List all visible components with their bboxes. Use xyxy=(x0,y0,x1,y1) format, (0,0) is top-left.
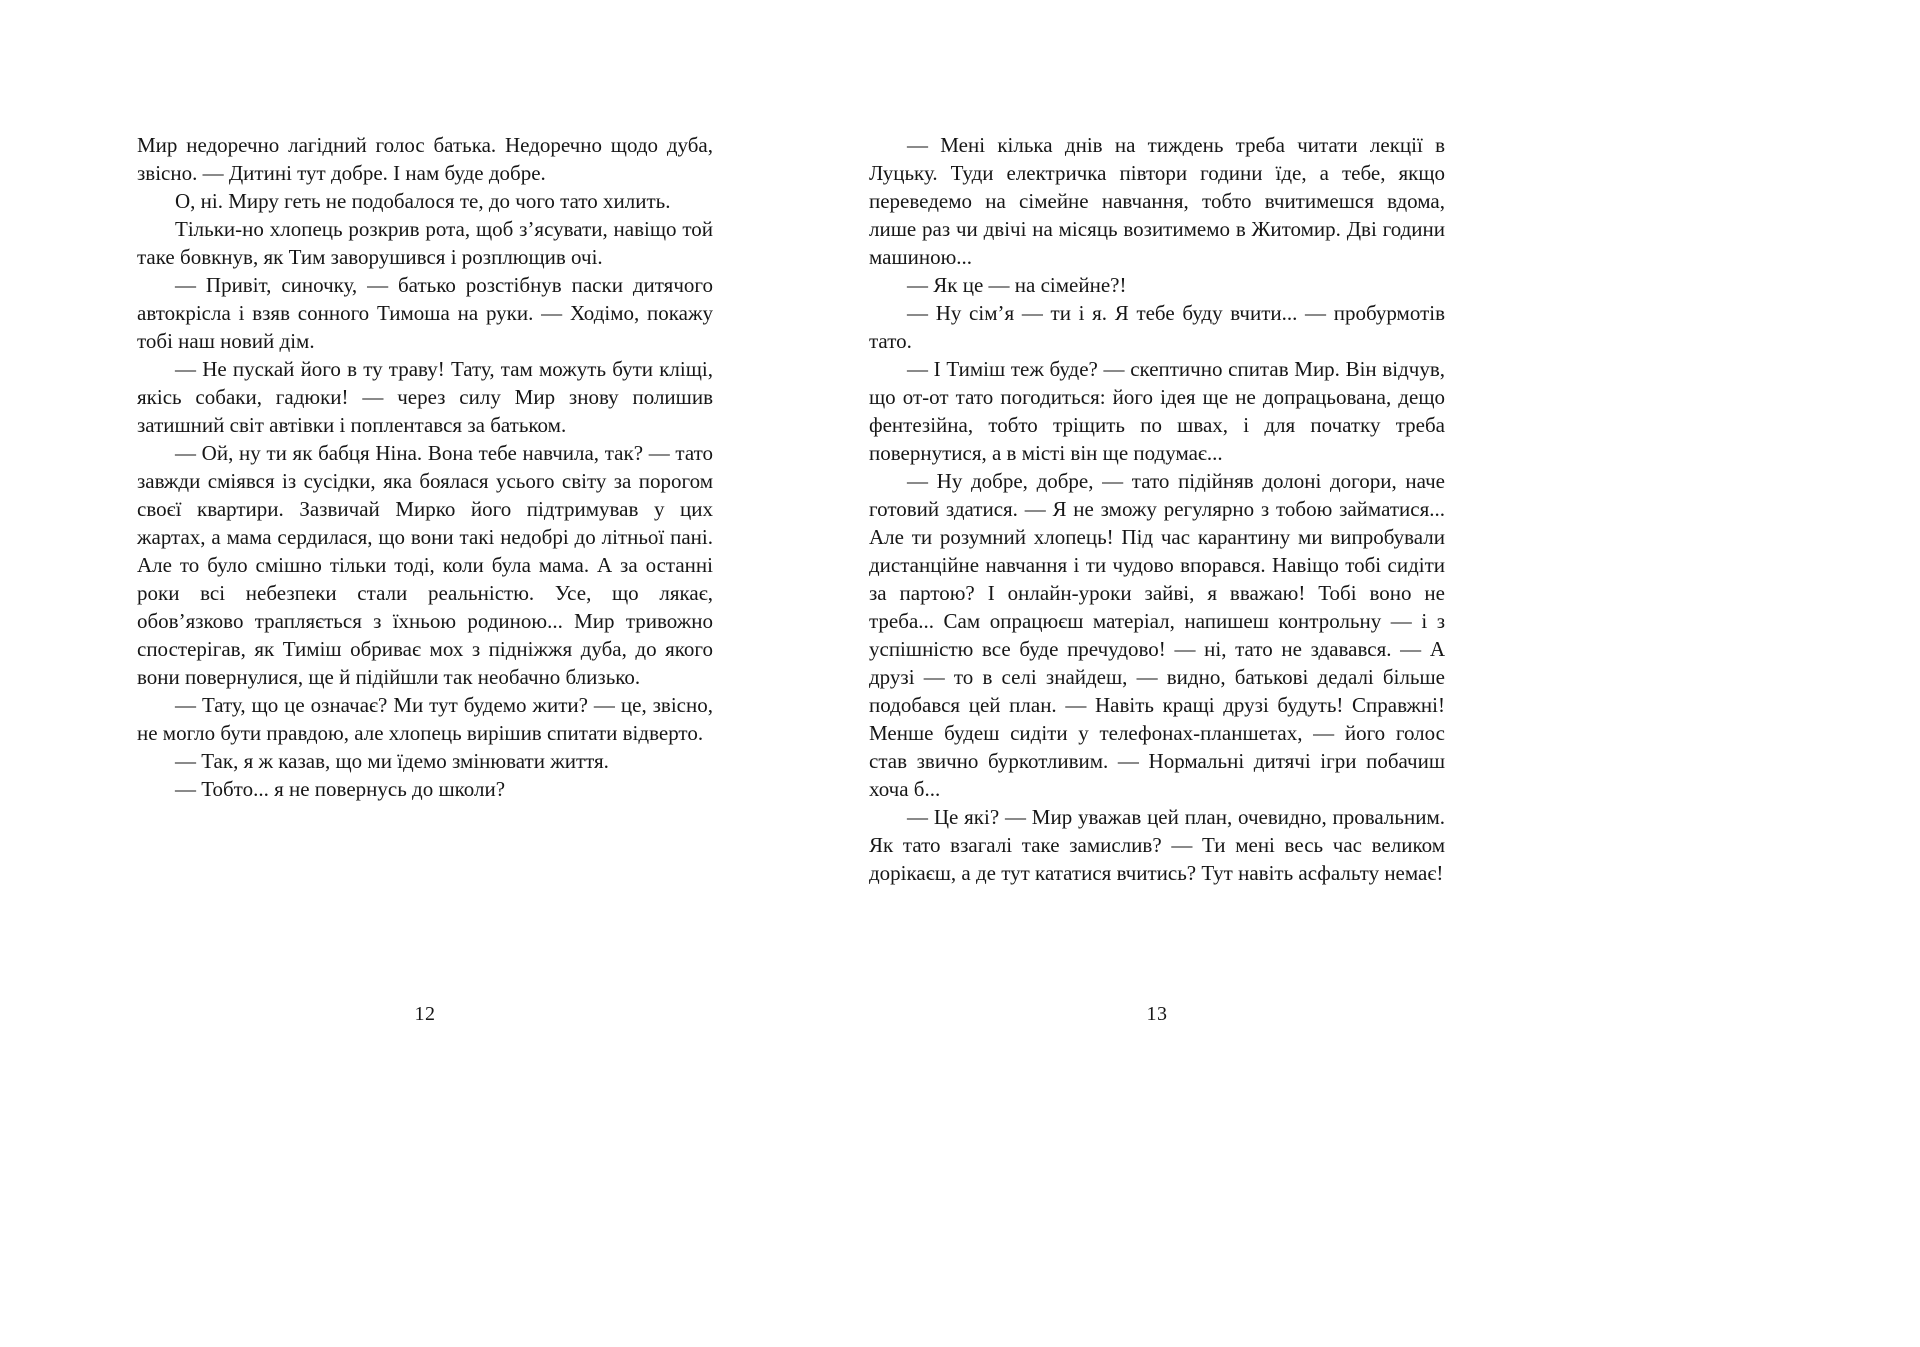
paragraph: — Тобто... я не повернусь до школи? xyxy=(175,777,506,801)
paragraph: — Так, я ж казав, що ми їдемо змінювати життя. xyxy=(175,749,609,773)
paragraph: — Ну сім’я — ти і я. Я тебе буду вчити... — пробурмотів тато. xyxy=(869,301,1445,353)
paragraph: — І Тиміш теж буде? — скептично спитав Мир. Він відчув, що от-от тато погодиться: його ідея ще не допрацьована, дещо фентезійна, тобто тріщить по швах, і для початку треба повернутися, а в місті він ще подумає... xyxy=(869,357,1445,465)
page-number-right: 13 xyxy=(1146,1003,1168,1025)
paragraph: — Тату, що це означає? Ми тут будемо жити? — це, звісно, не могло бути правдою, але хлопець вирішив спитати відверто. xyxy=(137,693,713,745)
paragraph: — Ну добре, добре, — тато підійняв долоні догори, наче готовий здатися. — Я не зможу регулярно з тобою займатися... Але ти розумний хлопець! Під час карантину ми випробували дистанційне навчання і ти чудово впорався. Навіщо тобі сидіти за партою? І онлайн-уроки зайві, я вважаю! Тобі воно не треба... Сам опрацюєш матеріал, напишеш контрольну — і з успішністю все буде пречудово! — ні, тато не здавався. — А друзі — то в селі знайдеш, — видно, батькові дедалі більше подобався цей план. — Навіть кращі друзі будуть! Справжні! Менше будеш сидіти у телефонах-планшетах, — його голос став звично буркотливим. — Нормальні дитячі ігри побачиш хоча б... xyxy=(869,469,1445,801)
paragraph: — Ой, ну ти як бабця Ніна. Вона тебе навчила, так? — тато завжди сміявся із сусідки, яка боялася усього світу за порогом своєї квартири. Зазвичай Мирко його підтримував у цих жартах, а мама сердилася, що вони такі недобрі до літньої пані. Але то було смішно тільки тоді, коли була мама. А за останні роки всі небезпеки стали реальністю. Усе, що лякає, обов’язково трапляється з їхньою родиною... Мир тривожно спостерігав, як Тиміш обриває мох з підніжжя дуба, до якого вони повернулися, ще й підійшли так необачно близько. xyxy=(137,441,713,689)
paragraph: — Привіт, синочку, — батько розстібнув паски дитячого автокрісла і взяв сонного Тимоша на руки. — Ходімо, покажу тобі наш новий дім. xyxy=(137,273,713,353)
book-page-left-text xyxy=(137,131,713,803)
paragraph: — Мені кілька днів на тиждень треба читати лекції в Луцьку. Туди електричка півтори години їде, а тебе, якщо переведемо на сімейне навчання, тобто вчитимешся вдома, лише раз чи двічі на місяць возитимемо в Житомир. Дві години машиною... xyxy=(869,133,1445,269)
paragraph: Тільки-но хлопець розкрив рота, щоб з’ясувати, навіщо той таке бовкнув, як Тим заворушився і розплющив очі. xyxy=(137,217,713,269)
paragraph: — Це які? — Мир уважав цей план, очевидно, провальним. Як тато взагалі таке замислив? — Ти мені весь час великом дорікаєш, а де тут кататися вчитись? Тут навіть асфальту немає! xyxy=(869,805,1445,885)
book-page-right-text xyxy=(869,131,1445,887)
paragraph: — Як це — на сімейне?! xyxy=(907,273,1127,297)
page-number-left: 12 xyxy=(414,1003,436,1025)
paragraph: Мир недоречно лагідний голос батька. Недоречно щодо дуба, звісно. — Дитині тут добре. І нам буде добре. xyxy=(137,133,713,185)
paragraph: О, ні. Миру геть не подобалося те, до чого тато хилить. xyxy=(175,189,671,213)
paragraph: — Не пускай його в ту траву! Тату, там можуть бути кліщі, якісь собаки, гадюки! — через силу Мир знову полишив затишний світ автівки і поплентався за батьком. xyxy=(137,357,713,437)
